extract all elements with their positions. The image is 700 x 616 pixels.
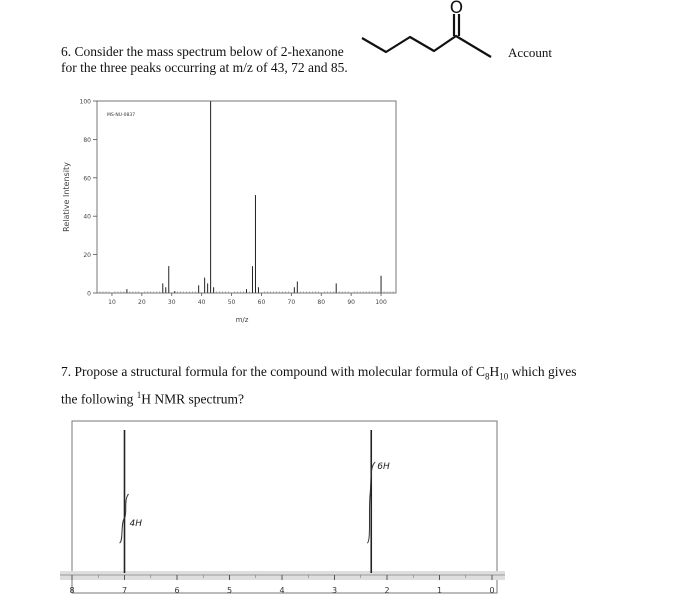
account-label: Account: [508, 45, 553, 60]
ms-y-tick-label: 60: [83, 175, 91, 183]
superscript-1: 1: [136, 389, 142, 400]
ms-x-tick-label: 10: [108, 299, 116, 306]
question-7-line-1: [61, 364, 577, 385]
ms-y-tick-label: 40: [83, 213, 91, 221]
question-7-text-a: 7. Propose a structural formula for the compound with molecular formula of C: [61, 364, 486, 379]
ms-x-tick-label: 60: [257, 299, 266, 306]
carbon-chain: [362, 36, 491, 57]
nmr-x-tick-label: 5: [226, 586, 233, 595]
nmr-x-tick-label: 1: [436, 586, 443, 595]
account-link[interactable]: [508, 45, 552, 61]
question-7-text-b: which gives: [508, 364, 577, 379]
ms-x-tick-label: 40: [197, 299, 206, 306]
nmr-spectrum-chart: [60, 418, 505, 616]
ms-x-tick-label: 100: [375, 299, 387, 306]
mass-spectrum-chart: [55, 96, 400, 331]
nmr-x-tick-label: 0: [489, 586, 495, 595]
ms-y-tick-label: 20: [83, 252, 91, 260]
subscript-10: 10: [499, 371, 509, 382]
ms-x-tick-label: 70: [287, 299, 296, 306]
ms-corner-label: MS-NU-0837: [107, 113, 136, 118]
nmr-x-tick-label: 4: [279, 586, 285, 595]
question-7-line-2: [61, 387, 577, 408]
ms-x-tick-label: 50: [227, 299, 236, 306]
ms-x-axis-label: m/z: [235, 316, 249, 324]
ms-y-axis-label: Relative Intensity: [62, 162, 71, 232]
question-6: [61, 44, 348, 76]
ms-x-tick-label: 30: [167, 299, 176, 306]
nmr-x-tick-label: 8: [69, 586, 75, 595]
question-6-line-1: 6. Consider the mass spectrum below of 2-hexanone: [61, 44, 344, 59]
nmr-integration-label: 4H: [129, 519, 142, 529]
question-7-text-d: H NMR spectrum?: [141, 391, 244, 407]
nmr-plot-frame: [72, 421, 497, 593]
nmr-integration-label: 6H: [377, 462, 390, 472]
ms-y-tick-label: 100: [79, 98, 91, 106]
ms-y-tick-label: 0: [87, 290, 91, 298]
question-7: [61, 364, 577, 407]
question-6-line-2: for the three peaks occurring at m/z of 43, 72 and 85.: [61, 60, 348, 75]
ms-x-tick-label: 90: [347, 299, 355, 306]
question-7-text-c: the following: [61, 391, 137, 407]
ms-plot-frame: [97, 101, 396, 293]
subscript-8: 8: [485, 371, 490, 382]
ms-x-tick-label: 80: [317, 299, 326, 306]
ms-y-tick-label: 80: [83, 136, 91, 144]
nmr-x-tick-label: 7: [121, 586, 128, 595]
hexanone-structure: [358, 0, 518, 62]
oxygen-label: O: [449, 0, 464, 18]
question-7-text-h: H: [489, 364, 500, 379]
nmr-x-tick-label: 3: [331, 586, 338, 595]
nmr-x-tick-label: 2: [384, 586, 390, 595]
nmr-x-tick-label: 6: [174, 586, 180, 595]
ms-x-tick-label: 20: [138, 299, 146, 306]
